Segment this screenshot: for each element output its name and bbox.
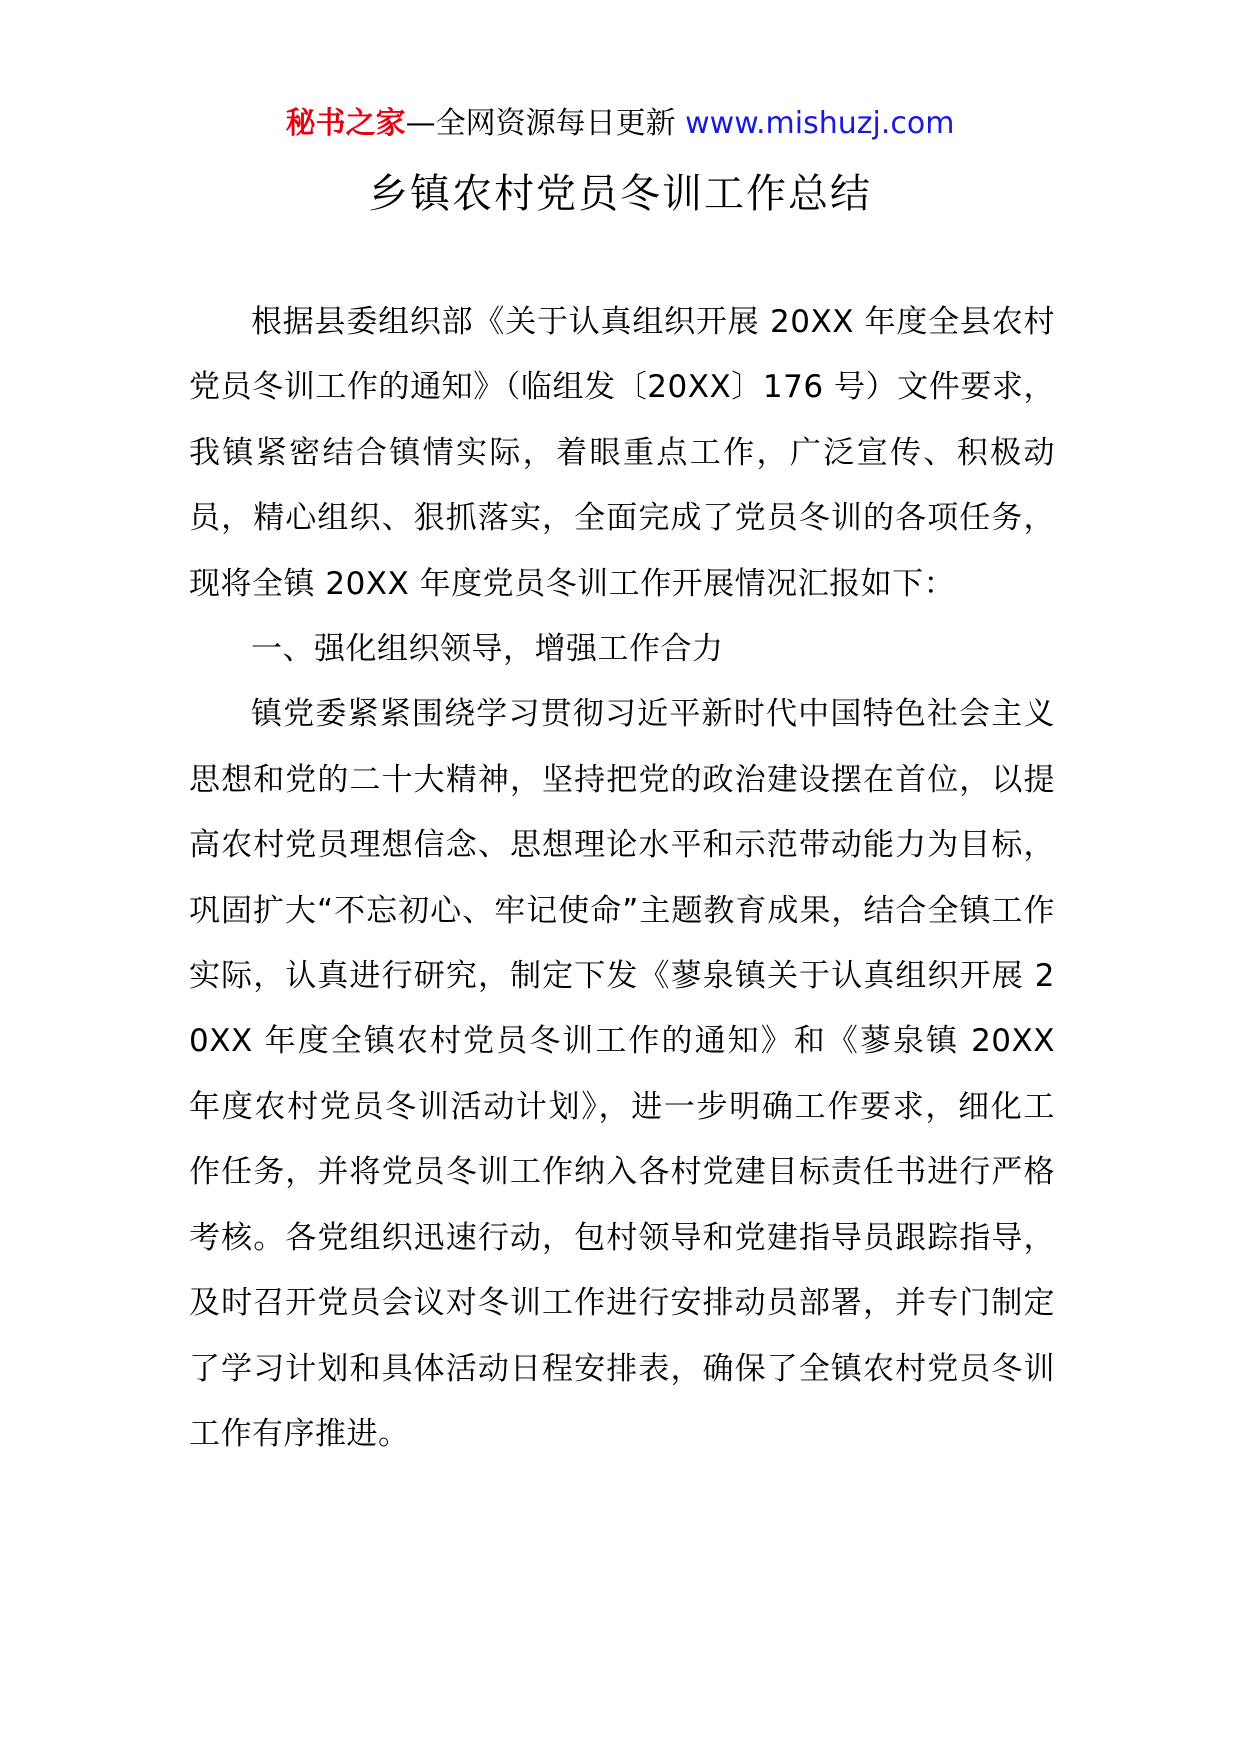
brand-name: 秘书之家 [285,106,406,141]
site-url-link[interactable]: www.mishuzj.com [685,106,955,141]
section-heading: 一、强化组织领导，增强工作合力 [251,631,724,668]
section-paragraph: 镇党委紧紧围绕学习贯彻习近平新时代中国特色社会主义思想和党的二十大精神，坚持把党的政治建设摆在首位，以提高农村党员理想信念、思想理论水平和示范带动能力为目标，巩固扩大“不忘初心、牢记使命”主题教育成果，结合全镇工作实际，认真进行研究，制定下发《蓼泉镇关于认真组织开展 20XX 年度全镇农村党员冬训工作的通知》和《蓼泉镇 20XX 年度农村党员冬训活动计划》，进一步明确工作要求，细化工作任务，并将党员冬训工作纳入各村党建目标责任书进行严格考核。各党组织迅速行动，包村领导和党建指导员跟踪指导，及时召开党员会议对冬训工作进行安排动员部署，并专门制定了学习计划和具体活动日程安排表，确保了全镇农村党员冬训工作有序推进。 [189,696,1055,1452]
site-header [0,104,1240,144]
document-title: 乡镇农村党员冬训工作总结 [368,171,872,217]
site-tagline: —全网资源每日更新 [405,106,686,141]
document-body [189,290,1055,1467]
intro-paragraph: 根据县委组织部《关于认真组织开展 20XX 年度全县农村党员冬训工作的通知》（临组发〔20XX〕176 号）文件要求，我镇紧密结合镇情实际，着眼重点工作，广泛宣传、积极动员，精心组织、狠抓落实，全面完成了党员冬训的各项任务，现将全镇 20XX 年度党员冬训工作开展情况汇报如下： [189,304,1055,602]
